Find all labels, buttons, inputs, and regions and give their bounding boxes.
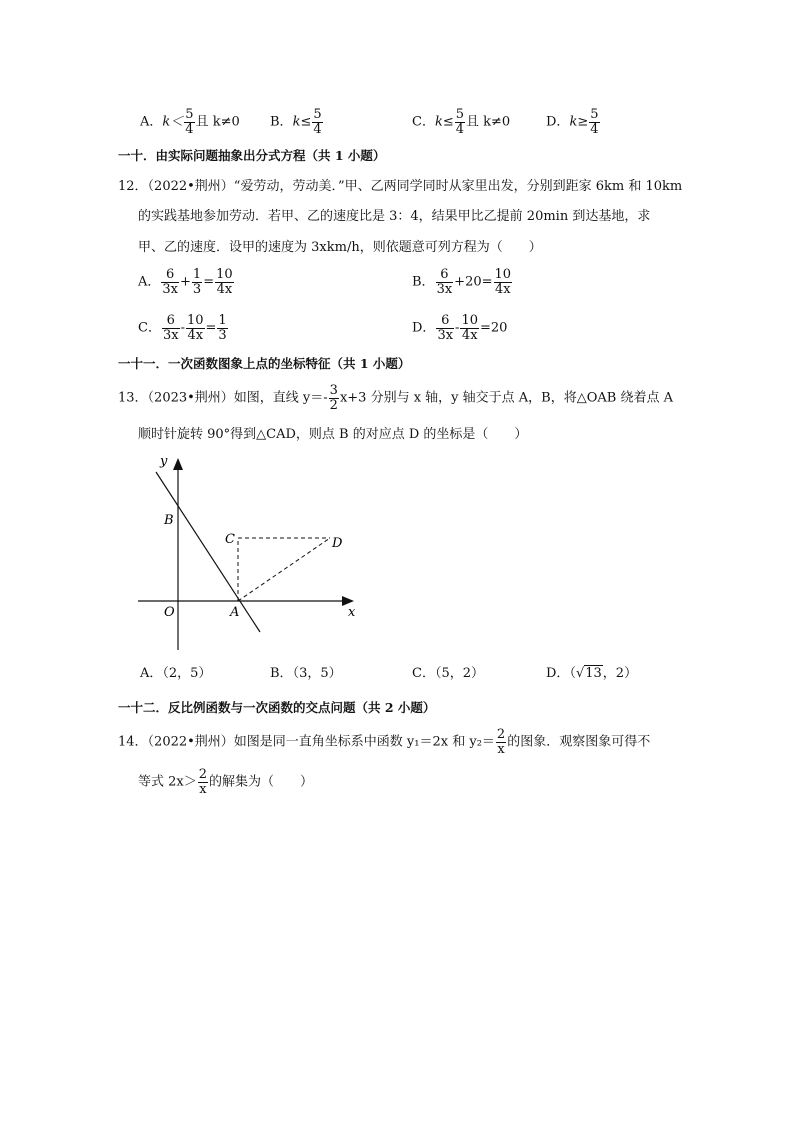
q12-line1: 12．（2022•荆州）“爱劳动，劳动美．”甲、乙两同学同时从家里出发，分别到距家 6km 和 10km — [118, 179, 683, 194]
q13-option-a: A．（2，5） — [140, 666, 212, 681]
label-o: O — [164, 605, 175, 620]
q13-option-b: B．（3，5） — [270, 666, 342, 681]
section-heading-11: 一十一．一次函数图象上点的坐标特征（共 1 小题） — [118, 356, 411, 371]
q12-option-b: B． $\frac{6}{3x}$ +20= $\frac{10}{4x}$ — [412, 267, 512, 297]
q13-line2: 顺时针旋转 90°得到△CAD，则点 B 的对应点 D 的坐标是（ ） — [138, 427, 528, 442]
label-c: C — [225, 532, 235, 547]
label-y: y — [160, 454, 168, 469]
q13-option-c: C．（5，2） — [412, 666, 484, 681]
segment-ad — [238, 538, 330, 601]
q11-option-d: D．k≥ $\frac{5}{4}$ — [546, 107, 599, 137]
q12-option-a: A． $\frac{6}{3x}$ + $\frac{1}{3}$ = $\frac{10}{4x}$ — [138, 267, 233, 297]
label-x: x — [348, 605, 356, 620]
q12-option-c: C． $\frac{6}{3x}$ - $\frac{10}{4x}$ = $\frac{1}{3}$ — [138, 313, 227, 343]
q11-option-c: C．k≤ $\frac{5}{4}$ 且 k≠0 — [412, 107, 511, 137]
q13-line1: 13．（2023•荆州）如图，直线 y＝- $\frac{3}{2}$ x+3 分别与 x 轴，y 轴交于点 A，B，将△OAB 绕着点 A — [118, 383, 673, 413]
q13-option-d: D．（√13，2） — [546, 666, 638, 681]
section-heading-12: 一十二．反比例函数与一次函数的交点问题（共 2 小题） — [118, 700, 436, 715]
q11-option-b: B．k≤ $\frac{5}{4}$ — [270, 107, 322, 137]
label-d: D — [332, 536, 343, 551]
section-heading-10: 一十．由实际问题抽象出分式方程（共 1 小题） — [118, 148, 386, 163]
label-b: B — [164, 513, 174, 528]
q11-option-a: A．k＜ $\frac{5}{4}$ 且 k≠0 — [140, 107, 240, 137]
q12-line3: 甲、乙的速度．设甲的速度为 3xkm/h，则依题意可列方程为（ ） — [138, 240, 542, 255]
q12-line2: 的实践基地参加劳动．若甲、乙的速度比是 3：4，结果甲比乙提前 20min 到达基地，求 — [138, 209, 651, 224]
q13-figure — [130, 450, 370, 660]
q12-option-d: D． $\frac{6}{3x}$ - $\frac{10}{4x}$ =20 — [412, 313, 508, 343]
label-a: A — [230, 605, 240, 620]
q14-line1: 14．（2022•荆州）如图是同一直角坐标系中函数 y₁＝2x 和 y₂＝ $\frac{2}{x}$ 的图象．观察图象可得不 — [118, 727, 651, 757]
y-axis-arrow — [173, 458, 183, 470]
q14-line2: 等式 2x＞ $\frac{2}{x}$ 的解集为（ ） — [138, 767, 314, 797]
